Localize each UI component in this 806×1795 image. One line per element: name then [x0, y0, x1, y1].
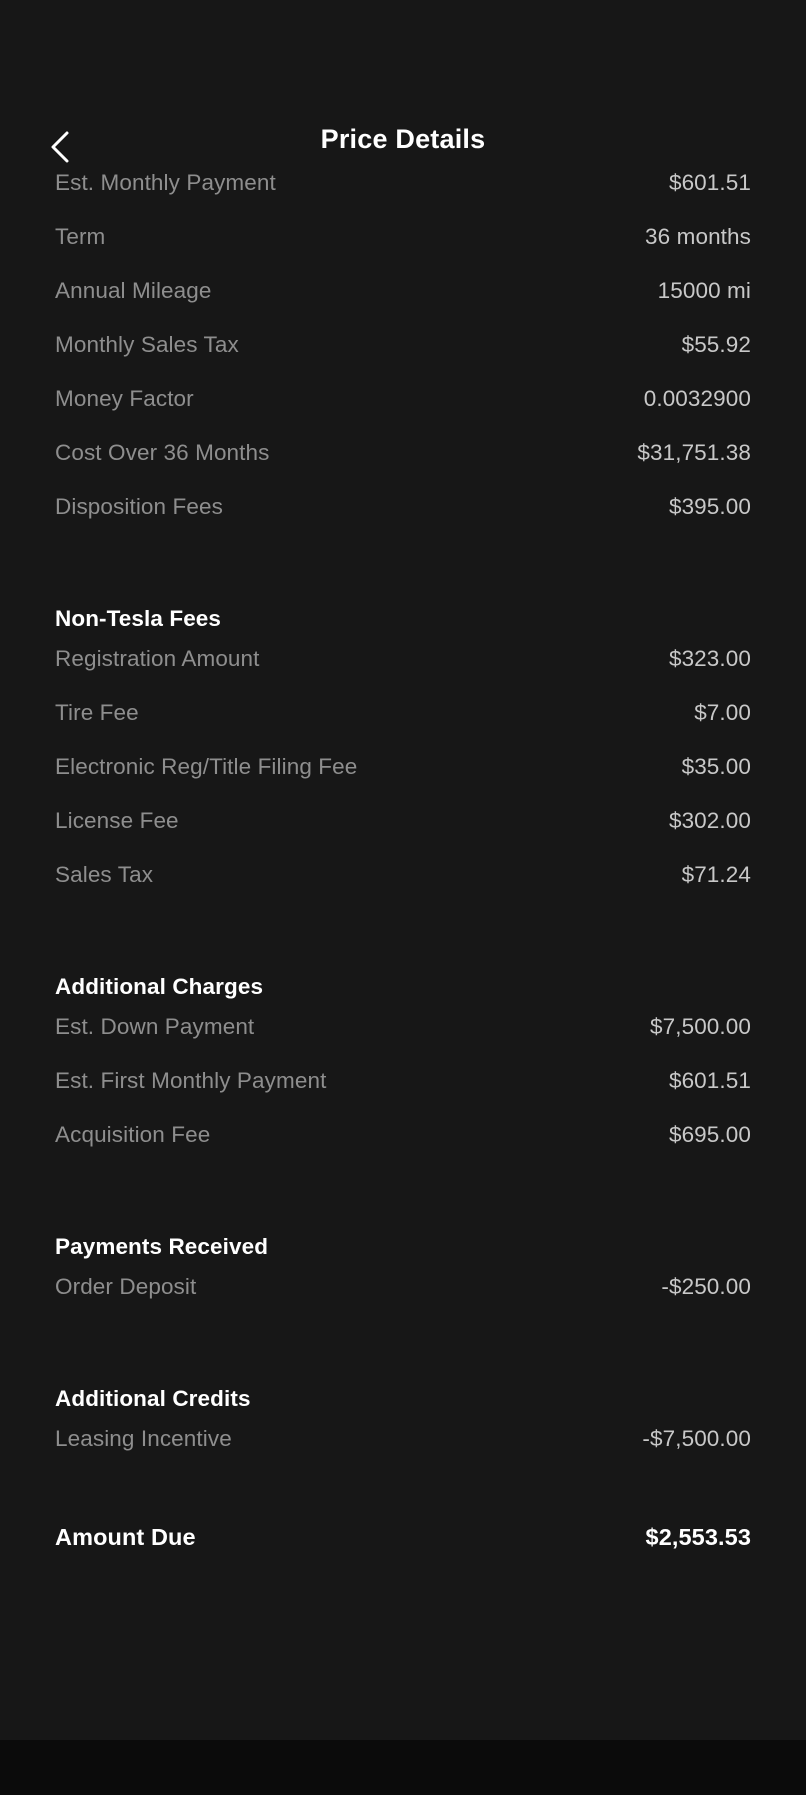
row-value: -$7,500.00: [642, 1426, 751, 1451]
summary-section: [55, 170, 751, 548]
row-value: -$250.00: [661, 1274, 751, 1299]
row-label: Money Factor: [55, 386, 194, 411]
payments-received-section: [55, 1220, 751, 1328]
table-row: [55, 170, 751, 224]
row-value: $7,500.00: [650, 1014, 751, 1039]
table-row: [55, 646, 751, 700]
table-row: [55, 1014, 751, 1068]
amount-due-row: [55, 1524, 751, 1578]
section-title: Non-Tesla Fees: [55, 606, 222, 631]
price-details-content: [0, 170, 806, 1578]
row-value: $302.00: [668, 808, 751, 833]
row-label: Leasing Incentive: [55, 1426, 232, 1451]
table-row: [55, 1274, 751, 1328]
row-label: Term: [55, 224, 106, 249]
section-spacer: [55, 1176, 751, 1220]
row-label: Electronic Reg/Title Filing Fee: [55, 754, 358, 779]
row-label: Registration Amount: [55, 646, 260, 671]
table-row: [55, 332, 751, 386]
bottom-strip: [0, 1740, 806, 1795]
row-label: Tire Fee: [55, 700, 139, 725]
amount-due-value: $2,553.53: [645, 1524, 751, 1550]
row-value: $601.51: [668, 1068, 751, 1093]
section-spacer: [55, 1328, 751, 1372]
table-row: [55, 278, 751, 332]
additional-credits-section: [55, 1372, 751, 1480]
table-row: [55, 862, 751, 916]
non-tesla-fees-section: [55, 592, 751, 916]
row-label: Acquisition Fee: [55, 1122, 211, 1147]
row-label: Est. Down Payment: [55, 1014, 255, 1039]
section-title: Additional Charges: [55, 974, 264, 999]
table-row: [55, 494, 751, 548]
row-label: Annual Mileage: [55, 278, 212, 303]
section-spacer: [55, 1480, 751, 1524]
row-value: $695.00: [668, 1122, 751, 1147]
row-value: $323.00: [668, 646, 751, 671]
table-row: [55, 1426, 751, 1480]
table-row: [55, 754, 751, 808]
row-label: Est. Monthly Payment: [55, 170, 276, 195]
row-value: $35.00: [681, 754, 751, 779]
row-value: 15000 mi: [657, 278, 751, 303]
row-value: $7.00: [694, 700, 751, 725]
page-title: Price Details: [320, 124, 486, 154]
row-value: 36 months: [645, 224, 751, 249]
row-label: Monthly Sales Tax: [55, 332, 239, 357]
table-row: [55, 440, 751, 494]
table-row: [55, 224, 751, 278]
section-title: Payments Received: [55, 1234, 269, 1259]
row-label: Disposition Fees: [55, 494, 223, 519]
row-label: Sales Tax: [55, 862, 154, 887]
row-value: $71.24: [681, 862, 751, 887]
row-label: Cost Over 36 Months: [55, 440, 270, 465]
table-row: [55, 808, 751, 862]
page-header: [0, 0, 806, 154]
row-value: $55.92: [681, 332, 751, 357]
row-value: $31,751.38: [637, 440, 751, 465]
row-value: 0.0032900: [643, 386, 751, 411]
row-label: Order Deposit: [55, 1274, 197, 1299]
section-spacer: [55, 916, 751, 960]
row-value: $601.51: [668, 170, 751, 195]
table-row: [55, 386, 751, 440]
section-spacer: [55, 548, 751, 592]
row-label: Est. First Monthly Payment: [55, 1068, 327, 1093]
amount-due-label: Amount Due: [55, 1524, 196, 1550]
table-row: [55, 1122, 751, 1176]
table-row: [55, 700, 751, 754]
section-title: Additional Credits: [55, 1386, 251, 1411]
additional-charges-section: [55, 960, 751, 1176]
table-row: [55, 1068, 751, 1122]
row-value: $395.00: [668, 494, 751, 519]
row-label: License Fee: [55, 808, 179, 833]
